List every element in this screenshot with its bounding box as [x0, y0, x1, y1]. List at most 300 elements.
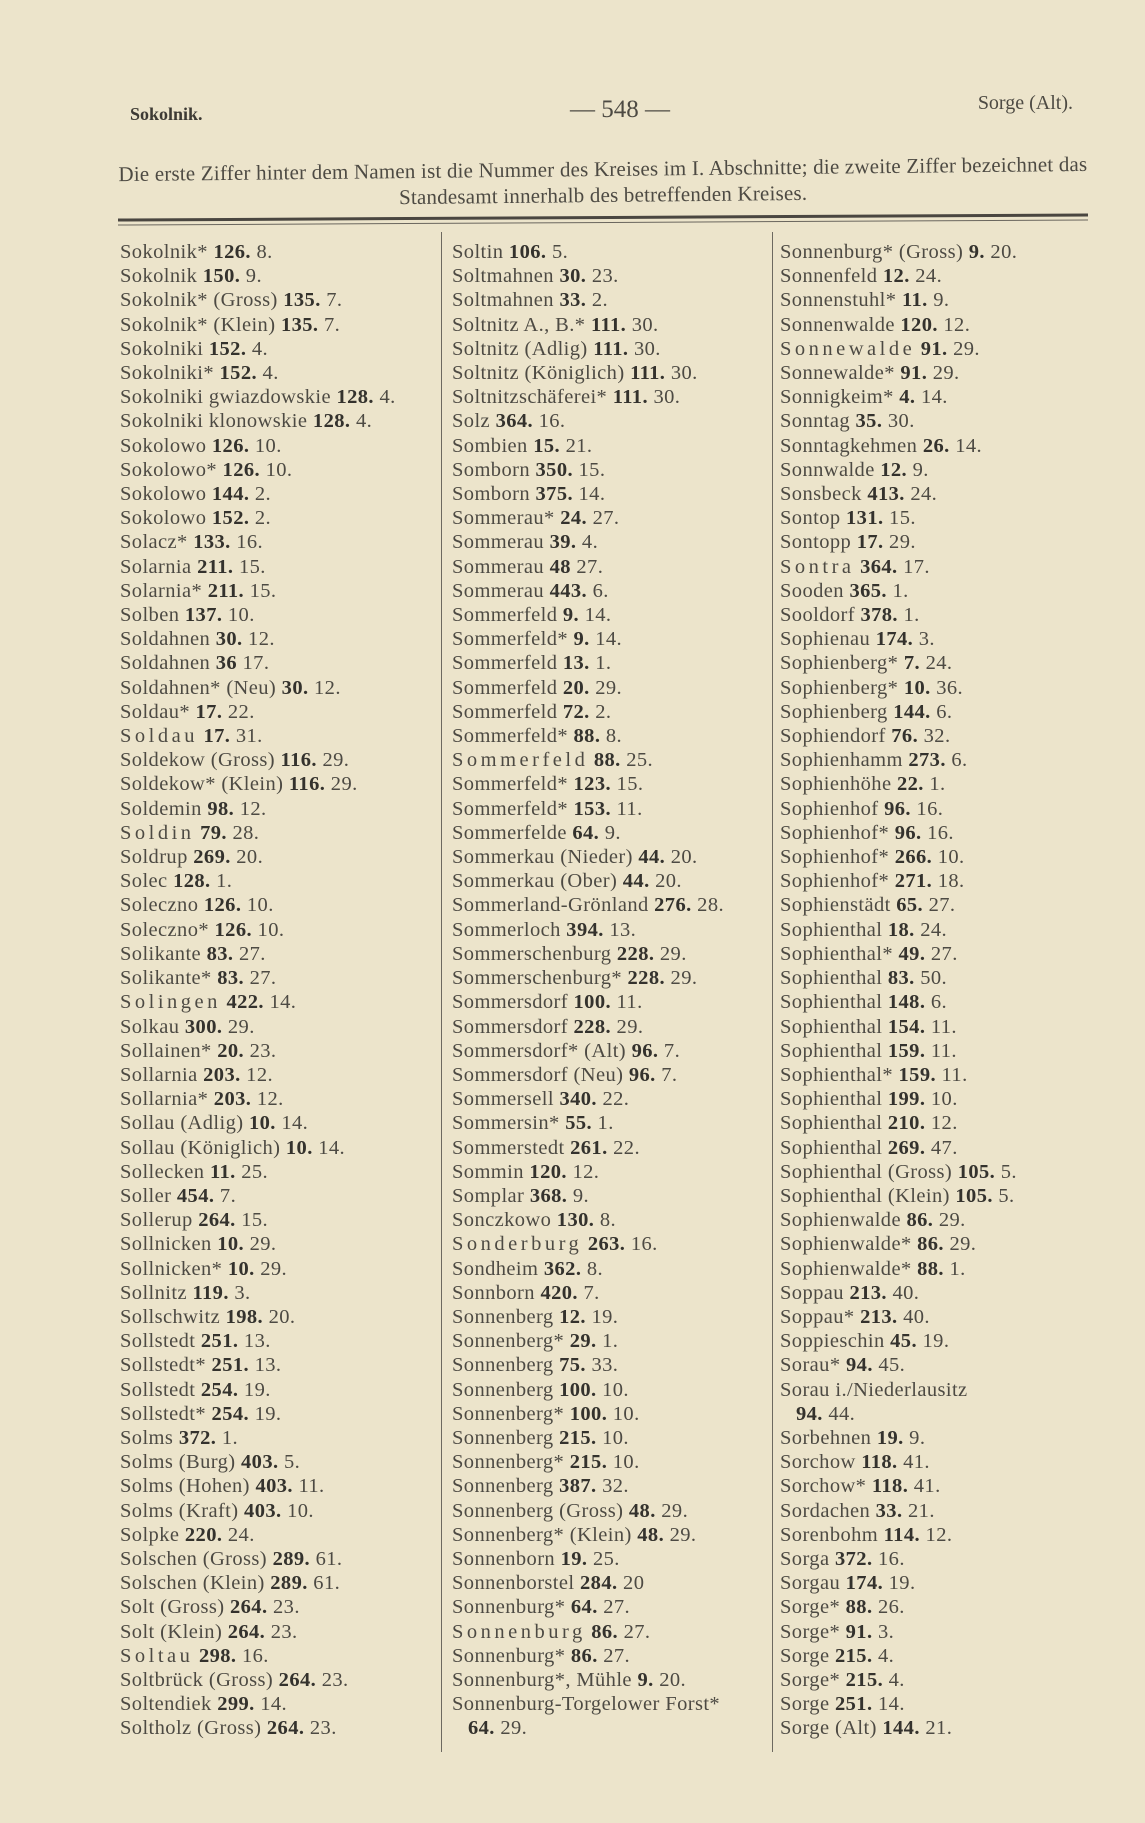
kreis-number: 261. — [570, 1136, 608, 1159]
entry-numbers — [884, 1524, 953, 1546]
standesamt-number: 22. — [602, 1088, 630, 1111]
kreis-number: 210. — [887, 1112, 926, 1135]
entry-numbers — [570, 1137, 640, 1159]
index-entry — [452, 942, 782, 966]
place-name: Sontop — [780, 507, 841, 530]
standesamt-number: 5. — [998, 1184, 1015, 1207]
place-name: Soltnitzschäferei* — [452, 386, 608, 409]
kreis-number: 228. — [616, 942, 655, 965]
entry-numbers — [336, 386, 395, 408]
kreis-number: 48. — [628, 1499, 656, 1522]
kreis-number: 96. — [628, 1063, 656, 1086]
entry-numbers — [630, 362, 698, 384]
kreis-number: 86. — [591, 1620, 619, 1643]
standesamt-number: 26. — [878, 1596, 905, 1619]
place-name: Sonnenberg — [452, 1475, 554, 1498]
place-name: Sollschwitz — [120, 1305, 221, 1328]
place-name: Somplar — [452, 1184, 525, 1207]
entry-numbers — [559, 265, 618, 287]
standesamt-number: 13. — [243, 1330, 271, 1353]
index-entry — [780, 1644, 1110, 1668]
kreis-number: 45. — [890, 1330, 917, 1353]
place-name: Somborn — [452, 483, 530, 506]
place-name: Sonczkowo — [452, 1209, 552, 1232]
standesamt-number: 20. — [655, 870, 682, 893]
entry-numbers — [173, 870, 232, 892]
index-entry — [452, 337, 782, 361]
entry-numbers — [888, 1112, 958, 1134]
standesamt-number: 30. — [633, 337, 661, 360]
place-name: Sommin — [452, 1160, 524, 1183]
kreis-number: 55. — [565, 1112, 593, 1135]
index-entry — [120, 1547, 450, 1571]
kreis-number: 12. — [882, 265, 910, 288]
entry-numbers — [574, 1016, 644, 1038]
place-name: Sollarnia — [120, 1063, 198, 1086]
place-name: Sonnenburg — [452, 1620, 586, 1643]
index-entry — [452, 1087, 782, 1111]
index-entry — [120, 1668, 450, 1692]
entry-numbers — [544, 1258, 603, 1280]
standesamt-number: 28. — [232, 821, 260, 844]
kreis-number: 350. — [535, 458, 573, 481]
place-name: Sommerfeld — [452, 700, 558, 723]
standesamt-number: 61. — [313, 1572, 341, 1595]
place-name: Sollecken — [120, 1160, 205, 1183]
standesamt-number: 4. — [888, 1668, 905, 1691]
entry-numbers — [857, 531, 916, 553]
standesamt-number: 2. — [254, 507, 272, 530]
place-name: Sommerfeld — [452, 652, 558, 675]
entry-numbers — [226, 991, 296, 1013]
place-name: Soleczno — [120, 894, 199, 917]
entry-numbers — [179, 1427, 238, 1449]
place-name: Sonnenberg — [452, 1426, 554, 1449]
kreis-number: 79. — [200, 821, 227, 844]
place-name: Soldin — [120, 821, 195, 844]
standesamt-number: 1. — [929, 773, 946, 796]
standesamt-number: 16. — [236, 531, 264, 554]
kreis-number: 264. — [227, 1620, 266, 1643]
standesamt-number: 7. — [219, 1184, 237, 1207]
index-entry — [452, 1402, 782, 1426]
index-entry — [780, 1595, 1110, 1619]
entry-numbers — [899, 943, 958, 965]
index-entry — [120, 385, 450, 409]
index-entry — [780, 1426, 1110, 1450]
kreis-number: 211. — [197, 555, 234, 578]
kreis-number: 4. — [899, 386, 916, 409]
kreis-number: 96. — [894, 821, 922, 844]
place-name: Sollstedt* — [120, 1354, 207, 1377]
kreis-number: 150. — [202, 265, 241, 288]
standesamt-number: 10. — [287, 1499, 314, 1522]
entry-numbers — [217, 967, 276, 989]
kreis-number: 126. — [213, 241, 251, 263]
index-entry — [452, 1426, 782, 1450]
kreis-number: 30. — [215, 628, 243, 651]
index-entry — [452, 748, 782, 772]
index-entry — [780, 1571, 1110, 1595]
place-name: Sophienthal (Klein) — [780, 1184, 950, 1207]
kreis-number: 111. — [593, 337, 629, 360]
kreis-number: 12. — [559, 1305, 586, 1328]
entry-numbers — [540, 1282, 599, 1304]
kreis-number: 130. — [556, 1209, 595, 1232]
place-name: Sonnenberg — [452, 1354, 554, 1377]
place-name: Solms (Burg) — [120, 1451, 236, 1474]
index-entry — [780, 1547, 1110, 1571]
kreis-number: 276. — [654, 894, 692, 917]
index-entry — [452, 530, 782, 554]
kreis-number: 135. — [280, 313, 319, 336]
kreis-number: 420. — [540, 1281, 578, 1304]
entry-numbers — [270, 1572, 340, 1594]
standesamt-number: 10. — [930, 1088, 958, 1111]
kreis-number: 213. — [860, 1305, 898, 1328]
kreis-number: 91. — [920, 337, 948, 360]
standesamt-number: 15. — [578, 458, 606, 481]
index-entry — [452, 627, 782, 651]
index-entry — [452, 845, 782, 869]
index-entry — [452, 966, 782, 990]
standesamt-number: 6. — [936, 700, 953, 723]
index-entry — [452, 724, 782, 748]
kreis-number: 7. — [903, 652, 921, 675]
index-entry — [120, 264, 450, 288]
standesamt-number: 27. — [592, 507, 620, 530]
place-name: Sokolniki* — [120, 362, 214, 385]
entry-numbers — [574, 798, 643, 820]
place-name: Sorchow — [780, 1451, 856, 1474]
standesamt-number: 25. — [241, 1160, 269, 1183]
kreis-number: 213. — [849, 1281, 887, 1304]
index-entry — [780, 627, 1110, 651]
kreis-number: 123. — [573, 773, 612, 796]
standesamt-number: 11. — [941, 1063, 968, 1086]
kreis-number: 454. — [176, 1184, 215, 1207]
entry-numbers — [283, 289, 342, 311]
entry-numbers — [580, 1572, 644, 1594]
place-name: Sommersdorf — [452, 1015, 568, 1038]
kreis-number: 228. — [573, 1015, 612, 1038]
entry-numbers — [193, 531, 263, 553]
standesamt-number: 5. — [1000, 1160, 1017, 1183]
index-entry — [120, 893, 450, 917]
index-entry — [120, 1329, 450, 1353]
entry-numbers — [895, 822, 954, 844]
index-entry — [120, 1281, 450, 1305]
standesamt-number: 1. — [595, 652, 612, 675]
index-entry — [780, 1668, 1110, 1692]
index-entry — [780, 821, 1110, 845]
entry-numbers — [629, 1064, 678, 1086]
index-entry — [120, 676, 450, 700]
place-name: Sollnicken — [120, 1233, 212, 1256]
place-name: Sollau (Königlich) — [120, 1136, 281, 1159]
kreis-number: 365. — [849, 579, 887, 602]
standesamt-number: 29. — [616, 1015, 644, 1038]
kreis-number: 83. — [217, 967, 245, 990]
kreis-number: 106. — [508, 241, 547, 263]
place-name: Sommersdorf — [452, 991, 568, 1014]
place-name: Sophienhamm — [780, 749, 903, 772]
standesamt-number: 14. — [260, 1693, 288, 1716]
kreis-number: 403. — [241, 1451, 279, 1474]
index-entry — [120, 1571, 450, 1595]
standesamt-number: 30. — [887, 410, 915, 433]
entry-numbers — [591, 1621, 650, 1643]
kreis-number: 22. — [896, 773, 924, 796]
entry-numbers — [628, 967, 698, 989]
index-entry — [452, 1547, 782, 1571]
kreis-number: 118. — [871, 1475, 909, 1498]
index-entry — [120, 1111, 450, 1135]
kreis-number: 48 — [549, 555, 571, 578]
place-name: Sollstedt — [120, 1330, 196, 1353]
index-entry — [452, 1305, 782, 1329]
entry-numbers — [861, 1451, 930, 1473]
place-name: Solkau — [120, 1015, 180, 1038]
index-entry — [120, 1257, 450, 1281]
index-entry — [780, 869, 1110, 893]
standesamt-number: 19. — [591, 1305, 619, 1328]
kreis-number: 148. — [887, 991, 926, 1014]
kreis-number: 44. — [638, 846, 666, 869]
kreis-number: 64. — [468, 1717, 495, 1740]
standesamt-number: 15. — [249, 579, 277, 602]
place-name: Sollstedt* — [120, 1402, 207, 1425]
index-entry — [452, 1281, 782, 1305]
kreis-number: 64. — [572, 821, 600, 844]
place-name: Sorge* — [780, 1668, 841, 1691]
place-name: Sonntagkehmen — [780, 434, 918, 457]
entry-numbers — [244, 1500, 314, 1522]
place-name: Sommerfeld* — [452, 628, 568, 651]
kreis-number: 144. — [211, 483, 250, 506]
index-entry — [452, 1523, 782, 1547]
standesamt-number: 7. — [323, 313, 341, 336]
entry-numbers — [900, 362, 959, 384]
standesamt-number: 10. — [265, 458, 293, 481]
place-name: Sophienberg* — [780, 652, 899, 675]
entry-numbers — [559, 1427, 629, 1449]
entry-numbers — [893, 701, 952, 723]
entry-numbers — [570, 1403, 640, 1425]
index-entry — [780, 1232, 1110, 1256]
standesamt-number: 1. — [903, 604, 920, 627]
standesamt-number: 19. — [922, 1330, 950, 1353]
kreis-number: 251. — [835, 1693, 873, 1716]
kreis-number: 19. — [560, 1547, 588, 1570]
place-name: Sollnicken* — [120, 1257, 223, 1280]
standesamt-number: 27. — [249, 967, 277, 990]
entry-numbers — [559, 1379, 629, 1401]
kreis-number: 403. — [244, 1499, 282, 1522]
index-column-1 — [120, 240, 450, 1741]
place-name: Solms — [120, 1426, 174, 1449]
place-name: Sonnenberg* — [452, 1402, 565, 1425]
kreis-number: 131. — [846, 507, 884, 530]
entry-numbers — [193, 1282, 251, 1304]
standesamt-number: 4. — [251, 337, 269, 360]
index-entry — [780, 409, 1110, 433]
standesamt-number: 12. — [256, 1088, 284, 1111]
entry-numbers — [199, 1645, 269, 1667]
kreis-number: 144. — [882, 1717, 920, 1740]
standesamt-number: 8. — [605, 725, 623, 748]
index-entry — [780, 1499, 1110, 1523]
entry-numbers — [196, 701, 255, 723]
index-entry — [452, 1257, 782, 1281]
index-entry — [780, 1378, 1110, 1426]
entry-numbers — [835, 1645, 894, 1667]
entry-numbers — [846, 1354, 905, 1376]
standesamt-number: 29. — [953, 337, 980, 360]
index-entry — [120, 797, 450, 821]
index-entry — [452, 772, 782, 796]
index-entry — [120, 288, 450, 312]
index-entry — [120, 1232, 450, 1256]
standesamt-number: 15. — [241, 1209, 269, 1232]
kreis-number: 11. — [901, 289, 928, 312]
standesamt-number: 1. — [597, 1112, 614, 1135]
index-entry — [120, 1087, 450, 1111]
standesamt-number: 27. — [623, 1620, 651, 1643]
place-name: Sommerau* — [452, 507, 555, 530]
index-entry — [452, 1184, 782, 1208]
standesamt-number: 17. — [242, 652, 270, 675]
place-name: Solms (Kraft) — [120, 1499, 239, 1522]
index-entry — [120, 942, 450, 966]
index-entry — [780, 1160, 1110, 1184]
kreis-number: 264. — [266, 1717, 305, 1740]
index-entry — [120, 651, 450, 675]
index-entry — [120, 1402, 450, 1426]
entry-numbers — [780, 1402, 1110, 1426]
index-entry — [452, 361, 782, 385]
standesamt-number: 29. — [889, 531, 916, 554]
standesamt-number: 19. — [888, 1572, 916, 1595]
place-name: Sorau i./Niederlausitz — [780, 1378, 968, 1401]
standesamt-number: 11. — [930, 1015, 957, 1038]
kreis-number: 118. — [861, 1451, 898, 1474]
standesamt-number: 14. — [595, 628, 623, 651]
place-name: Solarnia* — [120, 579, 203, 602]
kreis-number: 269. — [193, 846, 231, 869]
standesamt-number: 18. — [937, 870, 965, 893]
standesamt-number: 33. — [591, 1354, 619, 1377]
index-entry — [452, 288, 782, 312]
kreis-number: 372. — [178, 1426, 217, 1449]
place-name: Sollerup — [120, 1209, 193, 1232]
kreis-number: 126. — [214, 918, 253, 941]
kreis-number: 11. — [209, 1160, 236, 1183]
index-entry — [780, 1353, 1110, 1377]
standesamt-number: 14. — [578, 483, 606, 506]
kreis-number: 83. — [206, 942, 234, 965]
place-name: Soleczno* — [120, 918, 209, 941]
place-name: Sokolowo — [120, 483, 207, 506]
index-entry — [120, 1208, 450, 1232]
kreis-number: 128. — [312, 410, 351, 433]
standesamt-number: 32. — [602, 1475, 629, 1498]
index-entry — [780, 1523, 1110, 1547]
place-name: Soldemin — [120, 797, 202, 820]
entry-numbers — [860, 1306, 930, 1328]
index-entry — [120, 603, 450, 627]
kreis-number: 105. — [955, 1184, 993, 1207]
standesamt-number: 14. — [269, 991, 297, 1014]
standesamt-number: 3. — [918, 628, 935, 651]
kreis-number: 159. — [898, 1063, 937, 1086]
place-name: Sokolowo — [120, 434, 207, 457]
standesamt-number: 16. — [630, 1233, 658, 1256]
entry-numbers — [629, 1500, 688, 1522]
place-name: Sophienberg — [780, 700, 888, 723]
index-entry — [120, 361, 450, 385]
standesamt-number: 22. — [613, 1136, 640, 1159]
index-entry — [120, 772, 450, 796]
place-name: Sommerland-Grönland — [452, 894, 649, 917]
kreis-number: 88. — [917, 1257, 944, 1280]
index-entry — [780, 797, 1110, 821]
entry-numbers — [588, 1233, 658, 1255]
place-name: Sorga — [780, 1547, 830, 1570]
index-entry — [120, 1644, 450, 1668]
standesamt-number: 21. — [908, 1499, 935, 1522]
standesamt-number: 14. — [318, 1136, 346, 1159]
index-entry — [120, 1474, 450, 1498]
index-entry — [120, 530, 450, 554]
index-entry — [780, 1474, 1110, 1498]
place-name: Solarnia — [120, 555, 192, 578]
place-name: Sonnigkeim* — [780, 386, 894, 409]
index-entry — [120, 409, 450, 433]
index-entry — [780, 1450, 1110, 1474]
kreis-number: 128. — [173, 870, 211, 893]
standesamt-number: 10. — [612, 1451, 640, 1474]
entry-numbers — [281, 314, 340, 336]
standesamt-number: 11. — [616, 991, 643, 1014]
standesamt-number: 1. — [216, 870, 233, 893]
entry-numbers — [212, 435, 282, 457]
kreis-number: 18. — [887, 918, 915, 941]
kreis-number: 133. — [193, 531, 231, 554]
place-name: Sommerfeld* — [452, 797, 568, 820]
place-name: Sonnenwalde — [780, 313, 895, 336]
entry-numbers — [902, 289, 949, 311]
place-name: Sonnenborn — [452, 1547, 556, 1570]
entry-numbers — [559, 1306, 618, 1328]
index-entry — [780, 1111, 1110, 1135]
kreis-number: 111. — [612, 386, 648, 409]
entry-numbers — [613, 386, 681, 408]
kreis-number: 387. — [559, 1475, 597, 1498]
place-name: Solikante* — [120, 967, 212, 990]
place-name: Sommerau — [452, 531, 545, 554]
standesamt-number: 12. — [246, 1063, 273, 1086]
entry-numbers — [835, 1693, 905, 1715]
entry-numbers — [899, 1064, 968, 1086]
kreis-number: 9. — [637, 1668, 654, 1691]
entry-numbers — [849, 1282, 919, 1304]
entry-numbers — [281, 749, 350, 771]
standesamt-number: 24. — [227, 1523, 255, 1546]
place-name: Sommerau — [452, 579, 545, 602]
place-name: Sokolnik* (Klein) — [120, 313, 276, 336]
standesamt-number: 9. — [933, 289, 950, 312]
